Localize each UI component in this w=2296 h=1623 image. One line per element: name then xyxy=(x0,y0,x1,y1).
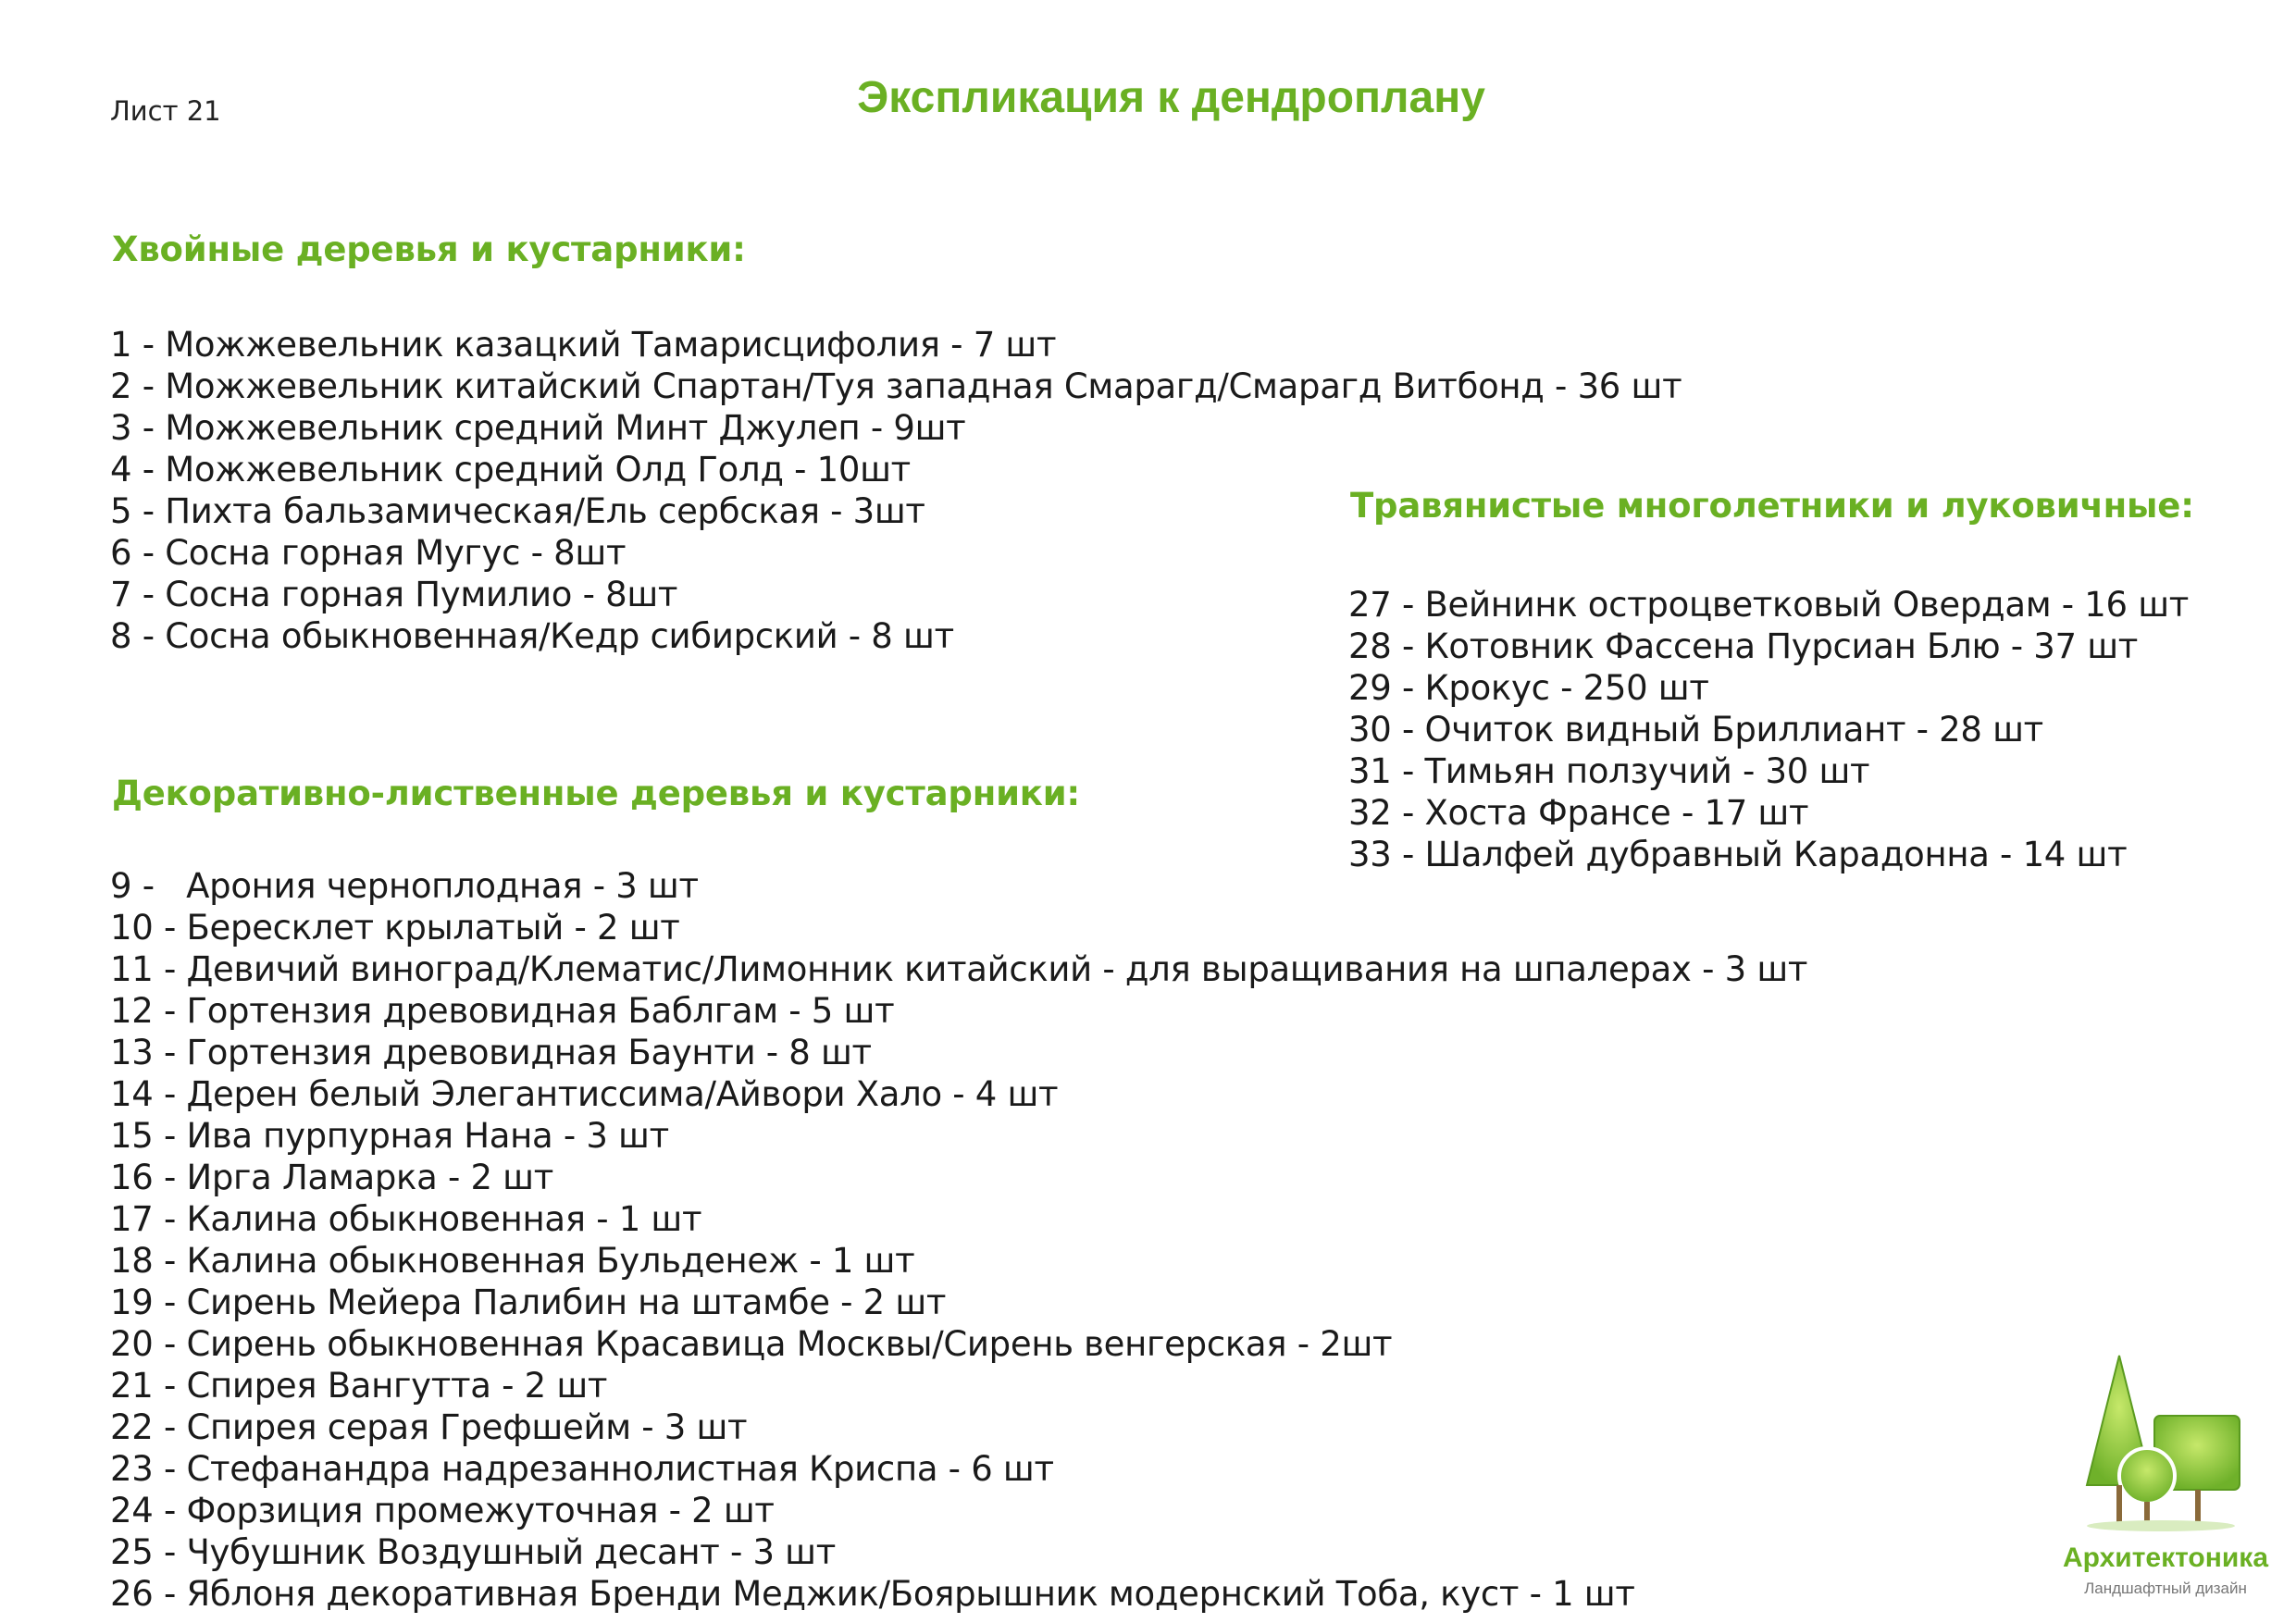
list-item: 22 - Спирея серая Грефшейм - 3 шт xyxy=(110,1407,748,1447)
list-item: 25 - Чубушник Воздушный десант - 3 шт xyxy=(110,1532,836,1572)
deciduous-list xyxy=(110,865,1807,1615)
list-item: 2 - Можжевельник китайский Спартан/Туя западная Смарагд/Смарагд Витбонд - 36 шт xyxy=(110,366,1682,406)
list-item: 11 - Девичий виноград/Клематис/Лимонник китайский - для выращивания на шпалерах - 3 шт xyxy=(110,949,1808,989)
section-heading-perennials: Травянистые многолетники и луковичные: xyxy=(1350,486,2194,526)
list-item: 5 - Пихта бальзамическая/Ель сербская - 3шт xyxy=(110,491,925,531)
list-item: 33 - Шалфей дубравный Карадонна - 14 шт xyxy=(1348,835,2128,874)
list-item: 32 - Хоста Франсе - 17 шт xyxy=(1348,793,1809,833)
sheet-number: Лист 21 xyxy=(110,95,221,127)
list-item: 13 - Гортензия древовидная Баунти - 8 шт xyxy=(110,1033,872,1072)
topiary-trees-icon xyxy=(2082,1346,2249,1536)
list-item: 24 - Форзиция промежуточная - 2 шт xyxy=(110,1491,775,1530)
list-item: 26 - Яблоня декоративная Бренди Меджик/Боярышник модернский Тоба, куст - 1 шт xyxy=(110,1574,1635,1614)
perennials-list xyxy=(1348,584,2189,875)
list-item: 8 - Сосна обыкновенная/Кедр сибирский - 8 шт xyxy=(110,616,954,656)
list-item: 9 - Арония черноплодная - 3 шт xyxy=(110,866,699,906)
list-item: 17 - Калина обыкновенная - 1 шт xyxy=(110,1199,702,1239)
list-item: 28 - Котовник Фассена Пурсиан Блю - 37 шт xyxy=(1348,626,2139,666)
company-tagline: Ландшафтный дизайн xyxy=(2084,1580,2247,1597)
list-item: 31 - Тимьян ползучий - 30 шт xyxy=(1348,751,1870,791)
section-heading-conifers: Хвойные деревья и кустарники: xyxy=(112,229,746,269)
list-item: 10 - Бересклет крылатый - 2 шт xyxy=(110,908,680,948)
list-item: 29 - Крокус - 250 шт xyxy=(1348,668,1709,708)
company-logo xyxy=(2050,1346,2281,1615)
list-item: 1 - Можжевельник казацкий Тамарисцифолия - 7 шт xyxy=(110,325,1057,365)
list-item: 14 - Дерен белый Элегантиссима/Айвори Хало - 4 шт xyxy=(110,1074,1059,1114)
list-item: 12 - Гортензия древовидная Баблгам - 5 шт xyxy=(110,991,895,1031)
list-item: 21 - Спирея Вангутта - 2 шт xyxy=(110,1366,608,1406)
list-item: 16 - Ирга Ламарка - 2 шт xyxy=(110,1158,553,1197)
list-item: 18 - Калина обыкновенная Бульденеж - 1 шт xyxy=(110,1241,915,1281)
list-item: 27 - Вейнинк остроцветковый Овердам - 16 шт xyxy=(1348,585,2190,625)
list-item: 15 - Ива пурпурная Нана - 3 шт xyxy=(110,1116,669,1156)
company-name: Архитектоника xyxy=(2063,1542,2268,1573)
section-heading-deciduous: Декоративно-лиственные деревья и кустарники: xyxy=(112,774,1081,813)
list-item: 7 - Сосна горная Пумилио - 8шт xyxy=(110,575,678,614)
list-item: 19 - Сирень Мейера Палибин на штамбе - 2 шт xyxy=(110,1282,947,1322)
list-item: 4 - Можжевельник средний Олд Голд - 10шт xyxy=(110,450,911,489)
list-item: 20 - Сирень обыкновенная Красавица Москвы/Сирень венгерская - 2шт xyxy=(110,1324,1393,1364)
list-item: 30 - Очиток видный Бриллиант - 28 шт xyxy=(1348,710,2043,750)
list-item: 6 - Сосна горная Мугус - 8шт xyxy=(110,533,627,573)
list-item: 23 - Стефанандра надрезаннолистная Криспа - 6 шт xyxy=(110,1449,1054,1489)
list-item: 3 - Можжевельник средний Минт Джулеп - 9шт xyxy=(110,408,966,448)
page-title: Экспликация к дендроплану xyxy=(857,73,1485,122)
